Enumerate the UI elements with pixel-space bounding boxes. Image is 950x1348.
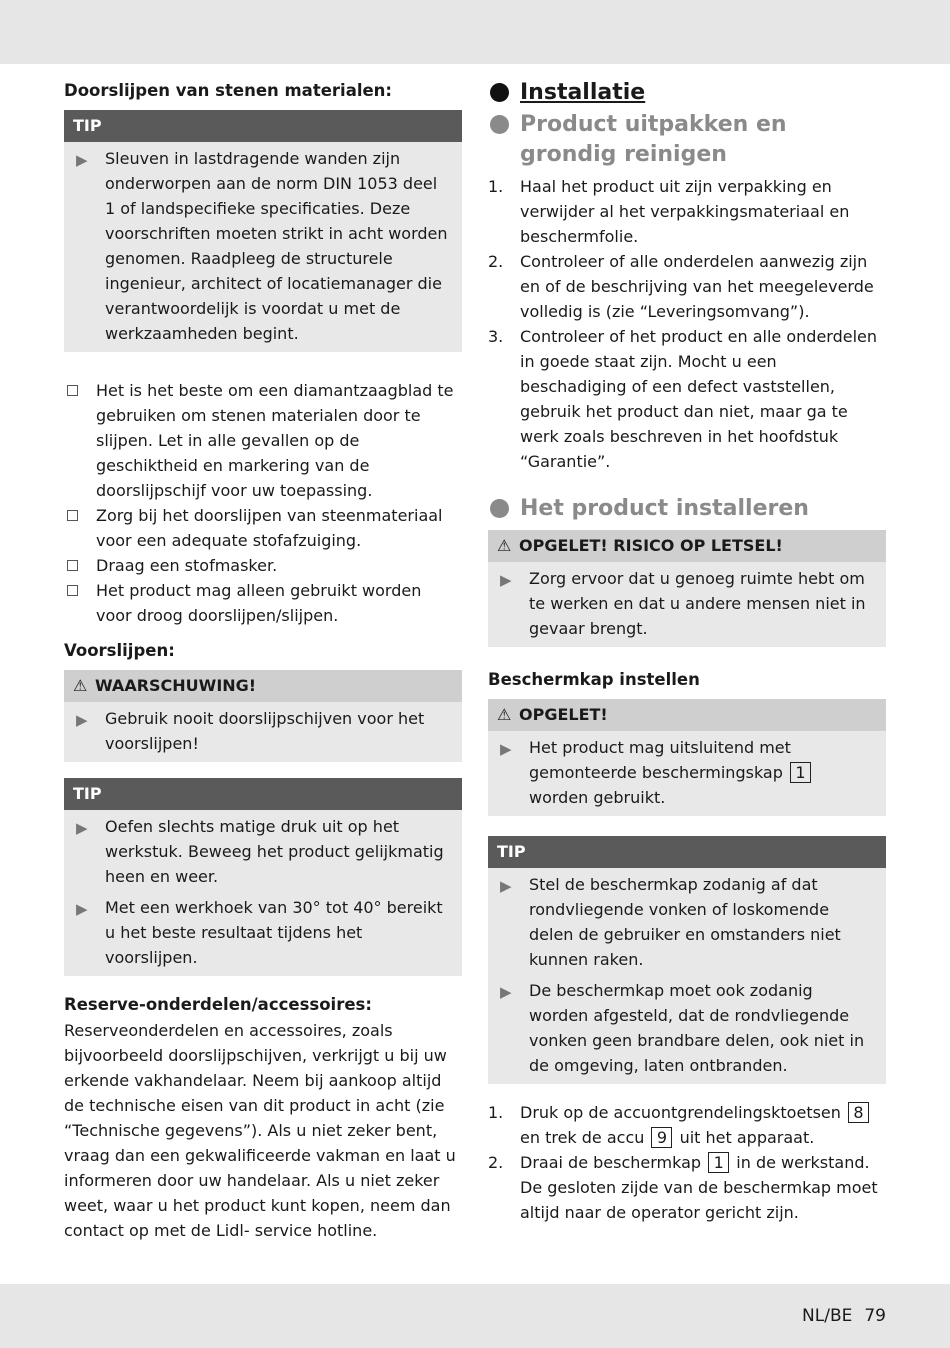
tip-header: TIP	[64, 110, 462, 142]
section-title-voorslijpen: Voorslijpen:	[64, 641, 175, 660]
warning-header: ⚠ WAARSCHUWING!	[64, 670, 462, 702]
checklist-item: Draag een stofmasker.	[64, 553, 462, 578]
warning-triangle-icon: ⚠	[497, 705, 512, 724]
page-footer	[0, 1284, 950, 1348]
page-number: 79	[864, 1306, 886, 1326]
caution-header: ⚠ OPGELET!	[488, 699, 886, 731]
right-column	[488, 78, 886, 1225]
numbered-step: 2. Controleer of alle onderdelen aanwezig zijn en of de beschrijving van het meegeleverde volledig is (zie “Leveringsomvang”).	[488, 252, 874, 321]
tip-item: ▶ Met een werkhoek van 30° tot 40° bereikt u het beste resultaat tijdens het voorslijpen.	[76, 898, 443, 967]
triangle-bullet-icon: ▶	[500, 983, 512, 1001]
checklist-item: Het product mag alleen gebruikt worden voor droog doorslijpen/slijpen.	[64, 578, 462, 628]
checklist-item: Het is het beste om een diamantzaagblad te gebruiken om stenen materialen door te slijpen. Let in alle gevallen op de geschiktheid en markering van de doorslijpschijf voor uw toepassing.	[64, 378, 462, 503]
warning-triangle-icon: ⚠	[497, 536, 512, 555]
tip-text: Sleuven in lastdragende wanden zijn onderworpen aan de norm DIN 1053 deel 1 of landspecifieke specificaties. Deze voorschriften moeten strikt in acht worden genomen. Raadpleeg de structurele ingenieur, architect of locatiemanager die verantwoordelijk is voordat u met de werkzaamheden begint.	[105, 149, 448, 343]
filled-circle-icon	[490, 499, 509, 518]
tip-box	[488, 836, 886, 1084]
numbered-step: 1. Haal het product uit zijn verpakking en verwijder al het verpakkingsmateriaal en beschermfolie.	[488, 177, 850, 246]
tip-item	[64, 142, 462, 348]
filled-circle-icon	[490, 115, 509, 134]
tip-item: ▶ Oefen slechts matige druk uit op het werkstuk. Beweeg het product gelijkmatig heen en weer.	[76, 817, 444, 886]
language-code: NL/BE	[802, 1306, 853, 1326]
heading-uitpakken: Product uitpakken en grondig reinigen	[488, 110, 886, 170]
reserve-paragraph: Reserveonderdelen en accessoires, zoals bijvoorbeeld doorslijpschijven, verkrijgt u bij uw erkende vakhandelaar. Neem bij aankoop altijd de technische eisen van dit product in acht (zie “Technische gegevens”). Als u niet zeker bent, vraag dan een gekwalificeerde vakman en laat u informeren door uw handelaar. Als u niet zeker weet, waar u het product kunt kopen, neem dan contact op met de Lidl- service hotline.	[64, 1021, 456, 1240]
tip-header: TIP	[64, 778, 462, 810]
tip-item: ▶ Stel de beschermkap zodanig af dat rondvliegende vonken of loskomende delen de gebruiker en omstanders niet kunnen raken.	[500, 875, 841, 969]
caution-header: ⚠ OPGELET! RISICO OP LETSEL!	[488, 530, 886, 562]
triangle-bullet-icon: ▶	[76, 819, 88, 837]
section-title-reserve: Reserve-onderdelen/accessoires:	[64, 995, 372, 1014]
top-band	[0, 0, 950, 64]
warning-item: ▶ Gebruik nooit doorslijpschijven voor het voorslijpen!	[76, 709, 425, 753]
warning-triangle-icon: ⚠	[73, 676, 88, 695]
checkbox-icon	[67, 510, 78, 521]
caution-item: ▶ Zorg ervoor dat u genoeg ruimte hebt om te werken en dat u andere mensen niet in gevaar brengt.	[500, 569, 866, 638]
filled-circle-icon	[490, 83, 509, 102]
tip-item: ▶ De beschermkap moet ook zodanig worden afgesteld, dat de rondvliegende vonken geen brandbare delen, ook niet in de omgeving, laten ontbranden.	[500, 981, 865, 1075]
part-reference: 1	[708, 1152, 729, 1173]
triangle-bullet-icon: ▶	[500, 571, 512, 589]
part-reference: 8	[848, 1102, 869, 1123]
triangle-bullet-icon: ▶	[76, 711, 88, 729]
triangle-bullet-icon: ▶	[500, 877, 512, 895]
numbered-step: 1. Druk op de accuontgrendelingsktoetsen 8 en trek de accu 9 uit het apparaat.	[488, 1100, 886, 1150]
tip-box	[64, 778, 462, 976]
caution-box	[488, 530, 886, 647]
part-reference: 1	[790, 762, 811, 783]
checkbox-icon	[67, 385, 78, 396]
numbered-step: 3. Controleer of het product en alle onderdelen in goede staat zijn. Mocht u een beschadiging of een defect vaststellen, gebruik het product dan niet, maar ga te werk zoals beschreven in het hoofdstuk “Garantie”.	[488, 327, 878, 471]
footer-text	[790, 1306, 886, 1326]
section-title-doorslijpen: Doorslijpen van stenen materialen:	[64, 81, 393, 100]
triangle-bullet-icon: ▶	[76, 151, 88, 169]
checkbox-icon	[67, 585, 78, 596]
tip-header: TIP	[488, 836, 886, 868]
tip-box	[64, 110, 462, 352]
caution-item: ▶ Het product mag uitsluitend met gemonteerde beschermingskap 1 worden gebruikt.	[488, 731, 886, 812]
part-reference: 9	[651, 1127, 672, 1148]
section-title-beschermkap: Beschermkap instellen	[488, 670, 700, 689]
caution-box	[488, 699, 886, 816]
heading-installatie: Installatie	[488, 78, 886, 108]
left-column	[64, 78, 462, 1243]
triangle-bullet-icon: ▶	[500, 740, 512, 758]
numbered-step: 2. Draai de beschermkap 1 in de werkstand. De gesloten zijde van de beschermkap moet altijd naar de operator gericht zijn.	[488, 1153, 878, 1222]
checkbox-icon	[67, 560, 78, 571]
heading-installeren: Het product installeren	[488, 494, 886, 524]
triangle-bullet-icon: ▶	[76, 900, 88, 918]
checklist-item: Zorg bij het doorslijpen van steenmateriaal voor een adequate stofafzuiging.	[64, 503, 462, 553]
warning-box	[64, 670, 462, 762]
